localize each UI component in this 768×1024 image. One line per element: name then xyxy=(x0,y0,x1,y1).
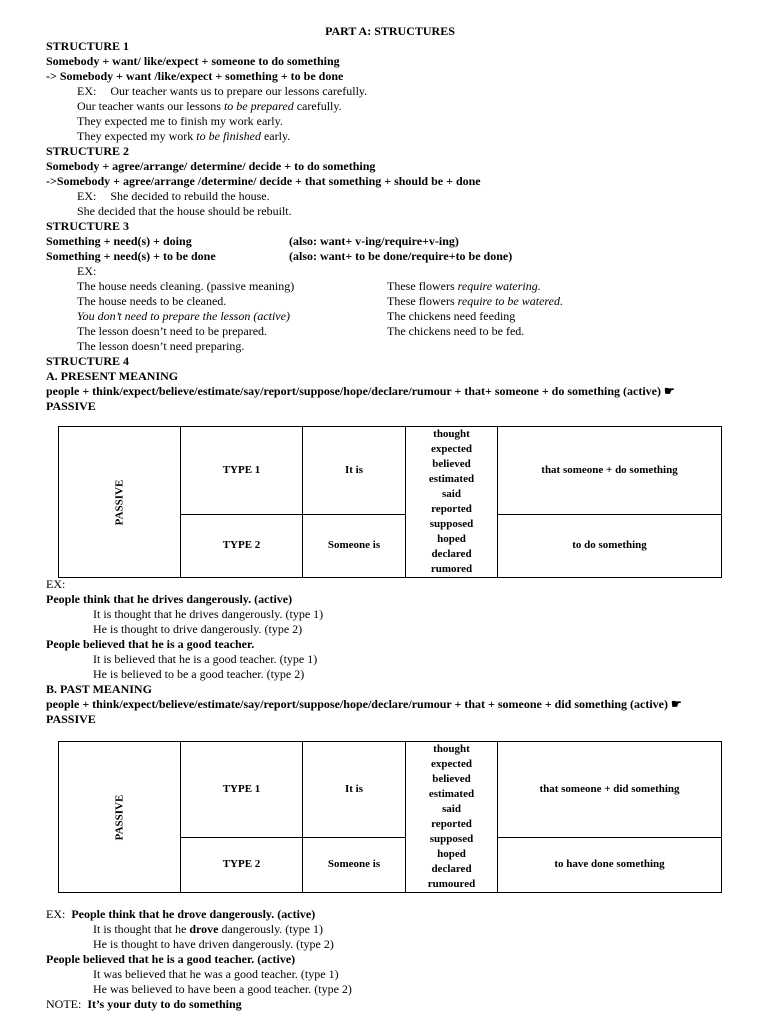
structure-1-heading: STRUCTURE 1 xyxy=(46,39,130,53)
past-example-2-type-2: He was believed to have been a good teacher. (type 2) xyxy=(93,982,352,996)
table-result-2: to have done something xyxy=(498,837,722,892)
past-example-2-type-1: It was believed that he was a good teacher. (type 1) xyxy=(93,967,339,981)
present-meaning-rule: people + think/expect/believe/estimate/say/report/suppose/hope/declare/rumour + that+ someone + do something (active) ☛ xyxy=(46,384,675,398)
note-line: NOTE: It’s your duty to do something xyxy=(46,997,242,1011)
structure-3-example-row-2: The house needs to be cleaned. These flowers require to be watered. xyxy=(77,294,563,308)
present-example-label: EX: xyxy=(46,577,66,591)
structure-2-example-2: She decided that the house should be rebuilt. xyxy=(77,204,292,218)
structure-4-heading: STRUCTURE 4 xyxy=(46,354,130,368)
past-example-1-type-2: He is thought to have driven dangerously. (type 2) xyxy=(93,937,334,951)
table-verb-list: thought expected believed estimated said reported supposed hoped declared rumoured xyxy=(406,742,498,893)
table-type-2: TYPE 2 xyxy=(181,837,303,892)
page-title: PART A: STRUCTURES xyxy=(325,24,455,38)
present-example-1-type-2: He is thought to drive dangerously. (type 2) xyxy=(93,622,303,636)
table-side-label: PASSIVE xyxy=(59,427,181,578)
table-type-1: TYPE 1 xyxy=(181,427,303,515)
table-side-label: PASSIVE xyxy=(59,742,181,893)
structure-1-example-3: They expected me to finish my work early. xyxy=(77,114,283,128)
structure-1-rule-active: Somebody + want/ like/expect + someone to do something xyxy=(46,54,340,68)
example-label: EX: xyxy=(77,84,97,98)
table-type-2: TYPE 2 xyxy=(181,514,303,577)
structure-2-heading: STRUCTURE 2 xyxy=(46,144,130,158)
past-example-1-active: EX: People think that he drove dangerously. (active) xyxy=(46,907,316,921)
table-verb-list: thought expected believed estimated said reported supposed hoped declared rumored xyxy=(406,427,498,578)
present-example-2-type-2: He is believed to be a good teacher. (type 2) xyxy=(93,667,305,681)
past-meaning-rule: people + think/expect/believe/estimate/say/report/suppose/hope/declare/rumour + that + someone + did something (active) ☛ xyxy=(46,697,682,711)
table-result-1: that someone + do something xyxy=(498,427,722,515)
example-label: EX: xyxy=(77,189,97,203)
present-example-2-active: People believed that he is a good teacher. xyxy=(46,637,255,651)
table-subject-1: It is xyxy=(303,427,406,515)
structure-2-rule-passive: ->Somebody + agree/arrange /determine/ decide + that something + should be + done xyxy=(46,174,481,188)
structure-2-example-1: EX: She decided to rebuild the house. xyxy=(77,189,270,203)
present-passive-table xyxy=(58,426,722,578)
structure-1-rule-passive: -> Somebody + want /like/expect + something + to be done xyxy=(46,69,344,83)
present-example-1-type-1: It is thought that he drives dangerously. (type 1) xyxy=(93,607,324,621)
table-result-1: that someone + did something xyxy=(498,742,722,838)
structure-3-example-row-3: You don’t need to prepare the lesson (active) The chickens need feeding xyxy=(77,309,516,323)
structure-3-example-row-5: The lesson doesn’t need preparing. xyxy=(77,339,245,353)
present-meaning-passive-label: PASSIVE xyxy=(46,399,96,413)
structure-1-example-1: EX: Our teacher wants us to prepare our lessons carefully. xyxy=(77,84,368,98)
table-subject-2: Someone is xyxy=(303,514,406,577)
present-example-1-active: People think that he drives dangerously. (active) xyxy=(46,592,293,606)
past-meaning-passive-label: PASSIVE xyxy=(46,712,96,726)
structure-3-rule-1: Something + need(s) + doing (also: want+ v-ing/require+v-ing) xyxy=(46,234,459,248)
table-subject-2: Someone is xyxy=(303,837,406,892)
past-example-2-active: People believed that he is a good teacher. (active) xyxy=(46,952,296,966)
structure-1-example-2: Our teacher wants our lessons to be prepared carefully. xyxy=(77,99,342,113)
structure-3-example-row-1: The house needs cleaning. (passive meaning) These flowers require watering. xyxy=(77,279,541,293)
structure-2-rule-active: Somebody + agree/arrange/ determine/ decide + to do something xyxy=(46,159,376,173)
structure-3-heading: STRUCTURE 3 xyxy=(46,219,130,233)
table-subject-1: It is xyxy=(303,742,406,838)
past-meaning-heading: B. PAST MEANING xyxy=(46,682,152,696)
table-type-1: TYPE 1 xyxy=(181,742,303,838)
present-example-2-type-1: It is believed that he is a good teacher. (type 1) xyxy=(93,652,318,666)
table-result-2: to do something xyxy=(498,514,722,577)
structure-1-example-4: They expected my work to be finished early. xyxy=(77,129,291,143)
structure-3-example-label: EX: xyxy=(77,264,97,278)
structure-3-rule-2: Something + need(s) + to be done (also: want+ to be done/require+to be done) xyxy=(46,249,513,263)
structure-3-example-row-4: The lesson doesn’t need to be prepared. The chickens need to be fed. xyxy=(77,324,525,338)
past-passive-table xyxy=(58,741,722,893)
past-example-1-type-1: It is thought that he drove dangerously. (type 1) xyxy=(93,922,323,936)
present-meaning-heading: A. PRESENT MEANING xyxy=(46,369,179,383)
